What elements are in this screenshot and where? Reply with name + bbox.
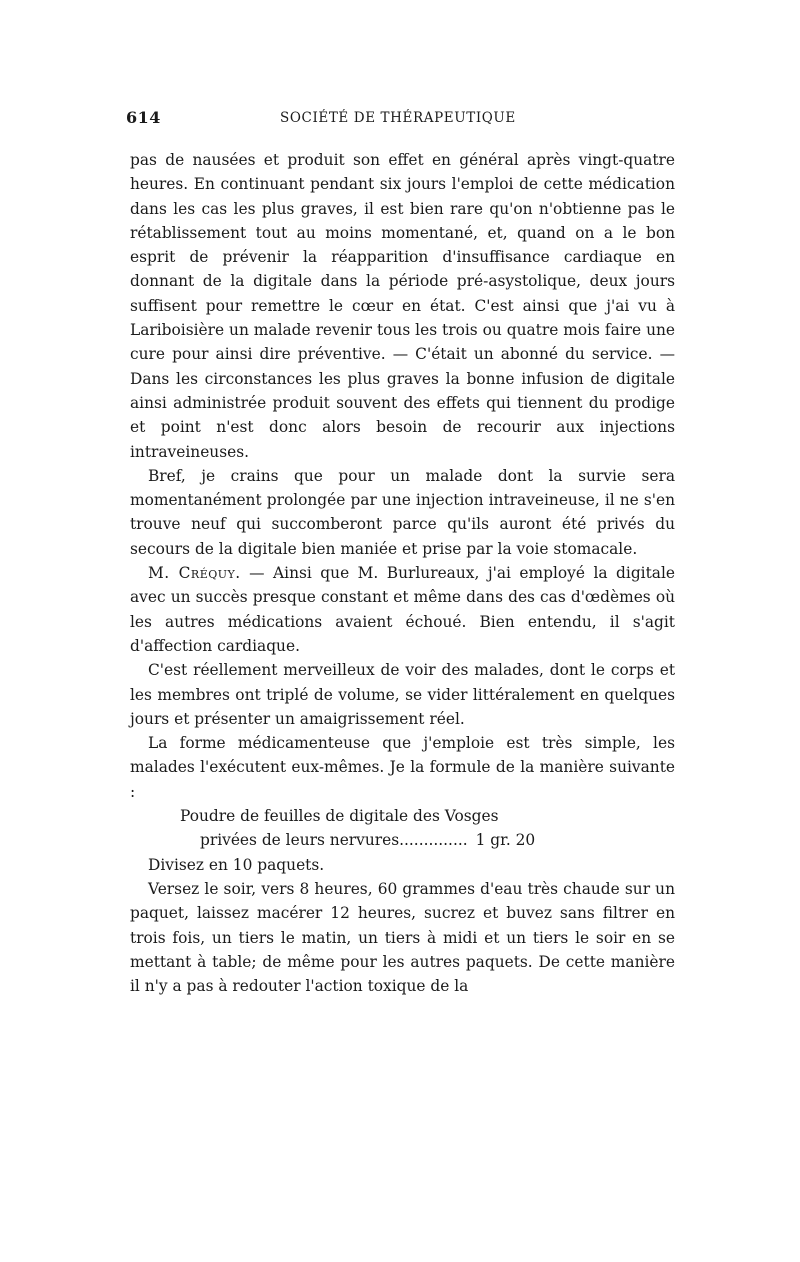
paragraph-final: Versez le soir, vers 8 heures, 60 grammes d'eau très chaude sur un paquet, laissez macérer 12 heures, sucrez et buvez sans filtrer en trois fois, un tiers le matin, un tiers à midi et un tiers le soir en se mettant à table; de même pour les autres paquets. De cette manière il n'y a pas à redouter l'action toxique de la	[130, 879, 675, 996]
paragraph-5: La forme médicamenteuse que j'emploie est très simple, les malades l'exécutent eux-mêmes. Je la formule de la manière suivante :	[130, 734, 675, 801]
formula-line-2-label: privées de leurs nervures..............	[200, 831, 468, 850]
prescription-formula	[130, 804, 675, 853]
page-number: 614	[126, 108, 161, 127]
formula-line-2	[130, 828, 675, 852]
paragraph-4: C'est réellement merveilleux de voir des malades, dont le corps et les membres ont triplé de volume, se vider littéralement en quelques jours et présenter un amaigrissement réel.	[130, 661, 675, 728]
document-page	[126, 108, 675, 998]
speaker-name: M. Créquy.	[148, 564, 241, 583]
formula-divide-instruction: Divisez en 10 paquets.	[148, 855, 325, 874]
formula-line-1: Poudre de feuilles de digitale des Vosges	[180, 807, 499, 826]
paragraph-2: Bref, je crains que pour un malade dont la survie sera momentanément prolongée par une injection intraveineuse, il ne s'en trouve neuf qui succomberont parce qu'ils auront été privés du secours de la digitale bien maniée et prise par la voie stomacale.	[130, 466, 675, 558]
paragraph-1: pas de nausées et produit son effet en général après vingt-quatre heures. En continuant pendant six jours l'emploi de cette médication dans les cas les plus graves, il est bien rare qu'on n'obtienne pas le rétablissement tout au moins momentané, et, quand on a le bon esprit de prévenir la réapparition d'insuffisance cardiaque en donnant de la digitale dans la période pré-asystolique, deux jours suffisent pour remettre le cœur en état. C'est ainsi que j'ai vu à Lariboisière un malade revenir tous les trois ou quatre mois faire une cure pour ainsi dire préventive. — C'était un abonné du service. — Dans les circonstances les plus graves la bonne infusion de digitale ainsi administrée produit souvent des effets qui tiennent du prodige et point n'est donc alors besoin de recourir aux injections intraveineuses.	[130, 151, 675, 461]
formula-quantity: 1 gr. 20	[475, 831, 536, 850]
paragraph-3	[130, 561, 675, 658]
body-text	[130, 148, 675, 998]
running-title: SOCIÉTÉ DE THÉRAPEUTIQUE	[280, 110, 516, 126]
page-header	[126, 108, 675, 148]
paragraph-3-text: — Ainsi que M. Burlureaux, j'ai employé la digitale avec un succès presque constant et même dans des cas d'œdèmes où les autres médications avaient échoué. Bien entendu, il s'agit d'affection cardiaque.	[130, 564, 675, 655]
